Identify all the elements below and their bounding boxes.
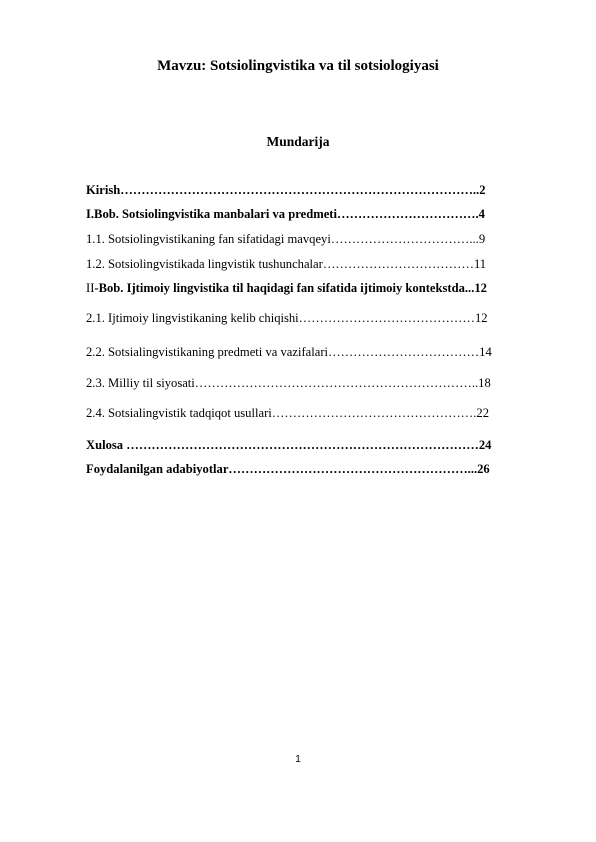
toc-heading: Mundarija [266,134,330,149]
toc-entry-2-1: 2.1. Ijtimoiy lingvistikaning kelib chiqishi……………………………………12 [86,311,488,325]
toc-entry-1-1: 1.1. Sotsiolingvistikaning fan sifatidagi mavqeyi……………………………...9 [86,232,486,246]
toc-entry-chapter-2 [86,280,487,296]
toc-entry-references: Foydalanilgan adabiyotlar…………………………………………………...26 [86,462,490,476]
toc-entry-1-2: 1.2. Sotsiolingvistikada lingvistik tushunchalar………………………………11 [86,257,487,271]
toc-entry-xulosa: Xulosa …………………………………………………………………………24 [86,438,492,452]
chapter-2-title: -Bob. Ijtimoiy lingvistika til haqidagi fan sifatida ijtimoiy kontekstda...12 [94,281,487,295]
document-title: Mavzu: Sotsiolingvistika va til sotsiologiyasi [157,58,439,74]
toc-entry-2-4: 2.4. Sotsialingvistik tadqiqot usullari………………………………………….22 [86,406,489,420]
toc-entry-2-3: 2.3. Milliy til siyosati…………………………………………………………..18 [86,376,491,390]
chapter-2-roman-numeral: II [86,281,95,295]
toc-entry-chapter-1: I.Bob. Sotsiolingvistika manbalari va predmeti…………………………….4 [86,207,485,221]
toc-entry-kirish: Kirish…………………………………………………………………………..2 [86,183,486,197]
toc-entry-2-2: 2.2. Sotsialingvistikaning predmeti va vazifalari………………………………14 [86,345,492,359]
page-number: 1 [295,754,301,765]
